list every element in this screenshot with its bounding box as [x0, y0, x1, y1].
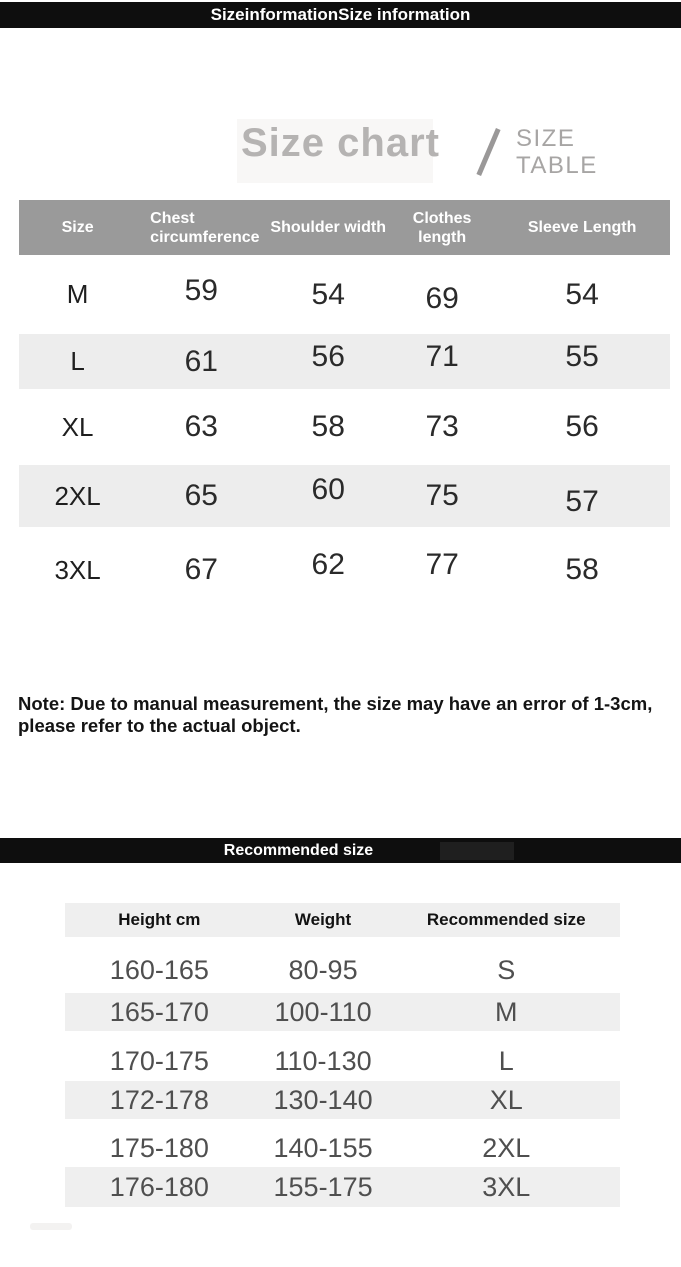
table-row — [65, 993, 620, 1031]
column-header: Sleeve Length — [527, 219, 637, 236]
table-row — [19, 334, 670, 389]
table-cell: 77 — [425, 548, 459, 581]
table-row — [19, 527, 670, 613]
table-cell: 54 — [311, 277, 345, 311]
column-header: Shoulder width — [270, 219, 386, 236]
table-cell: 59 — [184, 273, 218, 307]
table-cell: L — [498, 1045, 514, 1076]
column-header: Recommended size — [426, 910, 586, 929]
table-cell: 170-175 — [109, 1045, 209, 1076]
column-header: Size — [61, 219, 94, 236]
table-cell: 176-180 — [109, 1171, 209, 1202]
table-cell: 172-178 — [109, 1084, 209, 1115]
table-cell: 165-170 — [109, 996, 209, 1027]
table-cell: XL — [489, 1084, 523, 1115]
table-cell: M — [66, 279, 89, 309]
table-row — [65, 1031, 620, 1081]
recommended-size-banner — [0, 838, 681, 863]
table-cell: M — [494, 996, 518, 1027]
table-cell: 67 — [184, 553, 218, 586]
column-header: Weight — [294, 910, 352, 929]
table-cell: 2XL — [54, 480, 101, 511]
table-cell: 140-155 — [273, 1132, 373, 1163]
table-cell: 54 — [565, 277, 599, 311]
table-row — [19, 255, 670, 334]
banner-artifact — [440, 842, 514, 860]
measurement-note — [18, 693, 652, 737]
subtitle-line-2: TABLE — [516, 152, 598, 179]
print-artifact-smudge — [30, 1223, 72, 1230]
table-cell: L — [70, 346, 85, 376]
subtitle-line-1: SIZE — [516, 125, 576, 152]
table-cell: 3XL — [482, 1171, 531, 1202]
table-row — [65, 1167, 620, 1207]
table-cell: 58 — [565, 553, 599, 586]
table-cell: 61 — [184, 344, 218, 378]
size-information-banner — [0, 2, 681, 28]
table-cell: 60 — [311, 473, 345, 506]
table-cell: 2XL — [482, 1132, 531, 1163]
table-row — [65, 937, 620, 993]
table-cell: 100-110 — [274, 996, 372, 1027]
column-header: Height cm — [118, 910, 201, 929]
table-row — [19, 389, 670, 465]
header-row — [19, 200, 670, 255]
table-cell: 80-95 — [288, 954, 358, 985]
table-cell: 57 — [565, 485, 599, 518]
table-cell: 71 — [425, 339, 459, 373]
size-measurements-table — [19, 200, 670, 613]
table-cell: 155-175 — [273, 1171, 373, 1202]
table-cell: 56 — [565, 410, 599, 443]
header-row — [65, 903, 620, 937]
table-cell: 62 — [311, 548, 345, 581]
page-title: Size chart — [241, 121, 440, 165]
recommended-size-banner-label: Recommended size — [223, 841, 374, 859]
table-cell: 55 — [565, 339, 599, 373]
recommended-table-body — [65, 937, 620, 1207]
size-table-body — [19, 255, 670, 613]
table-row — [19, 465, 670, 527]
table-cell: 63 — [184, 410, 218, 443]
table-cell: S — [497, 954, 516, 985]
table-cell: 56 — [311, 339, 345, 373]
table-row — [65, 1119, 620, 1167]
table-cell: 160-165 — [109, 954, 209, 985]
table-cell: 130-140 — [273, 1084, 373, 1115]
column-header: Chest circumference — [150, 209, 260, 246]
recommended-size-table — [65, 903, 620, 1207]
table-row — [65, 1081, 620, 1119]
table-cell: 65 — [184, 479, 218, 512]
note-line-1: Note: Due to manual measurement, the size may have an error of 1-3cm, — [18, 693, 653, 714]
size-information-banner-label: SizeinformationSize information — [210, 5, 471, 24]
table-cell: 75 — [425, 479, 459, 512]
size-table-header — [19, 200, 670, 255]
note-line-2: please refer to the actual object. — [18, 715, 301, 736]
table-cell: 58 — [311, 410, 345, 443]
column-header: Clothes length — [412, 209, 472, 246]
table-cell: 3XL — [54, 554, 101, 585]
table-cell: XL — [61, 411, 94, 442]
recommended-table-header — [65, 903, 620, 937]
size-table-subtitle — [516, 125, 598, 179]
table-cell: 73 — [425, 410, 459, 443]
slash-divider-icon — [476, 128, 500, 176]
table-cell: 69 — [425, 281, 459, 315]
table-cell: 175-180 — [109, 1132, 209, 1163]
table-cell: 110-130 — [274, 1045, 372, 1076]
